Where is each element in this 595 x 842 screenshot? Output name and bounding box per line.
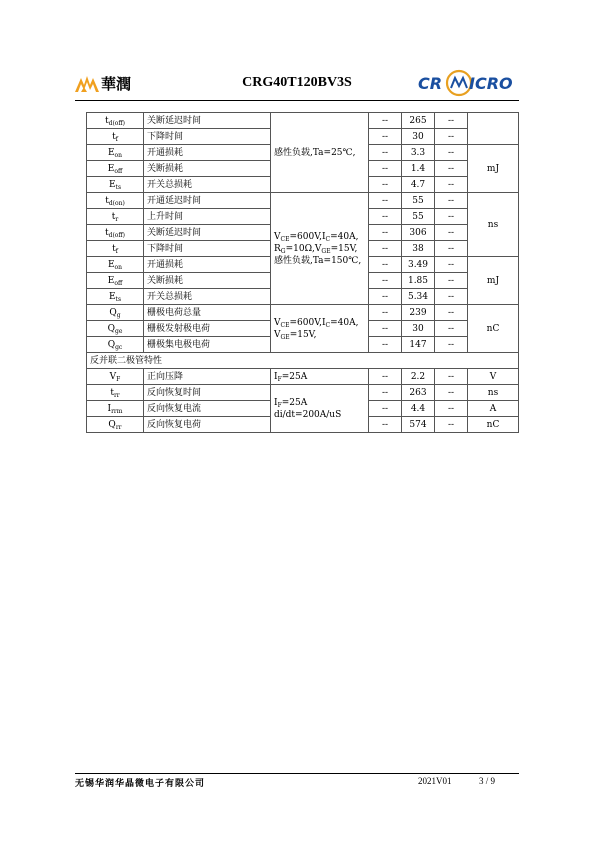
typ-value: 55 bbox=[402, 193, 435, 209]
typ-value: 30 bbox=[402, 129, 435, 145]
param-symbol: $Q_{gc}$ bbox=[87, 337, 144, 353]
unit-cell: A bbox=[468, 401, 519, 417]
test-condition: $I_F=25A$ di/dt=200A/uS bbox=[271, 385, 369, 433]
typ-value: 147 bbox=[402, 337, 435, 353]
test-condition: $I_F=25A$ bbox=[271, 369, 369, 385]
param-name: 开通损耗 bbox=[144, 257, 271, 273]
max-value: -- bbox=[435, 161, 468, 177]
param-name: 栅极电荷总量 bbox=[144, 305, 271, 321]
param-symbol: $t_r$ bbox=[87, 209, 144, 225]
max-value: -- bbox=[435, 273, 468, 289]
company-name: 无锡华润华晶微电子有限公司 bbox=[75, 779, 206, 789]
param-symbol: $t_{d(off)}$ bbox=[87, 225, 144, 241]
svg-text:ICRO: ICRO bbox=[469, 74, 513, 93]
min-value: -- bbox=[369, 385, 402, 401]
table-row bbox=[87, 369, 519, 385]
min-value: -- bbox=[369, 337, 402, 353]
unit-cell: ns bbox=[468, 193, 519, 257]
min-value: -- bbox=[369, 161, 402, 177]
min-value: -- bbox=[369, 129, 402, 145]
typ-value: 30 bbox=[402, 321, 435, 337]
unit-cell: ns bbox=[468, 385, 519, 401]
max-value: -- bbox=[435, 337, 468, 353]
page-footer bbox=[75, 776, 519, 790]
param-name: 开关总损耗 bbox=[144, 289, 271, 305]
unit-cell: V bbox=[468, 369, 519, 385]
page-header bbox=[75, 66, 519, 100]
param-symbol: $V_F$ bbox=[87, 369, 144, 385]
param-name: 反向恢复电荷 bbox=[144, 417, 271, 433]
min-value: -- bbox=[369, 369, 402, 385]
document-version: 2021V01 bbox=[418, 776, 452, 786]
unit-cell: nC bbox=[468, 417, 519, 433]
param-name: 栅极集电极电荷 bbox=[144, 337, 271, 353]
param-symbol: $E_{off}$ bbox=[87, 161, 144, 177]
param-symbol: $E_{on}$ bbox=[87, 257, 144, 273]
param-name: 栅极发射极电荷 bbox=[144, 321, 271, 337]
param-symbol: $E_{on}$ bbox=[87, 145, 144, 161]
min-value: -- bbox=[369, 401, 402, 417]
unit-cell-empty bbox=[468, 113, 519, 145]
max-value: -- bbox=[435, 145, 468, 161]
param-name: 开通损耗 bbox=[144, 145, 271, 161]
param-name: 正向压降 bbox=[144, 369, 271, 385]
param-name: 关断损耗 bbox=[144, 273, 271, 289]
typ-value: 55 bbox=[402, 209, 435, 225]
param-name: 反向恢复时间 bbox=[144, 385, 271, 401]
table-row bbox=[87, 193, 519, 209]
unit-cell: mJ bbox=[468, 145, 519, 193]
min-value: -- bbox=[369, 225, 402, 241]
footer-divider bbox=[75, 773, 519, 774]
param-name: 下降时间 bbox=[144, 129, 271, 145]
test-condition: $V_{CE}=600V,I_C=40A$, $V_{GE}=15V$, bbox=[271, 305, 369, 353]
max-value: -- bbox=[435, 289, 468, 305]
max-value: -- bbox=[435, 113, 468, 129]
typ-value: 265 bbox=[402, 113, 435, 129]
page-number: 3 / 9 bbox=[479, 776, 496, 786]
test-condition: 感性负载,Ta=25℃, bbox=[271, 113, 369, 193]
min-value: -- bbox=[369, 257, 402, 273]
param-symbol: $E_{ts}$ bbox=[87, 289, 144, 305]
test-condition: $V_{CE}=600V,I_C=40A$, $R_G=10\Omega,V_{GE}=15V$, 感性负载,Ta=150℃, bbox=[271, 193, 369, 305]
param-name: 关断延迟时间 bbox=[144, 113, 271, 129]
param-symbol: $t_{rr}$ bbox=[87, 385, 144, 401]
max-value: -- bbox=[435, 193, 468, 209]
unit-cell: nC bbox=[468, 305, 519, 353]
table-row bbox=[87, 385, 519, 401]
typ-value: 4.4 bbox=[402, 401, 435, 417]
max-value: -- bbox=[435, 177, 468, 193]
header-divider bbox=[75, 100, 519, 101]
max-value: -- bbox=[435, 321, 468, 337]
min-value: -- bbox=[369, 113, 402, 129]
section-title: 反并联二极管特性 bbox=[87, 353, 519, 369]
min-value: -- bbox=[369, 289, 402, 305]
param-symbol: $t_{d(on)}$ bbox=[87, 193, 144, 209]
param-symbol: $I_{rrm}$ bbox=[87, 401, 144, 417]
section-row bbox=[87, 353, 519, 369]
min-value: -- bbox=[369, 193, 402, 209]
max-value: -- bbox=[435, 225, 468, 241]
typ-value: 5.34 bbox=[402, 289, 435, 305]
param-symbol: $t_f$ bbox=[87, 241, 144, 257]
param-name: 关断损耗 bbox=[144, 161, 271, 177]
param-symbol: $t_f$ bbox=[87, 129, 144, 145]
typ-value: 38 bbox=[402, 241, 435, 257]
table-row bbox=[87, 305, 519, 321]
max-value: -- bbox=[435, 257, 468, 273]
max-value: -- bbox=[435, 385, 468, 401]
huarun-logo-text: 華潤 bbox=[101, 74, 132, 93]
param-symbol: $Q_{rr}$ bbox=[87, 417, 144, 433]
param-symbol: $E_{off}$ bbox=[87, 273, 144, 289]
param-name: 上升时间 bbox=[144, 209, 271, 225]
max-value: -- bbox=[435, 417, 468, 433]
crmicro-logo-text: CR bbox=[418, 74, 443, 93]
min-value: -- bbox=[369, 417, 402, 433]
param-name: 关断延迟时间 bbox=[144, 225, 271, 241]
typ-value: 3.3 bbox=[402, 145, 435, 161]
table-row bbox=[87, 113, 519, 129]
unit-cell: mJ bbox=[468, 257, 519, 305]
typ-value: 2.2 bbox=[402, 369, 435, 385]
page-title: CRG40T120BV3S bbox=[242, 75, 352, 90]
typ-value: 4.7 bbox=[402, 177, 435, 193]
min-value: -- bbox=[369, 241, 402, 257]
min-value: -- bbox=[369, 305, 402, 321]
typ-value: 239 bbox=[402, 305, 435, 321]
max-value: -- bbox=[435, 305, 468, 321]
typ-value: 574 bbox=[402, 417, 435, 433]
param-symbol: $Q_{ge}$ bbox=[87, 321, 144, 337]
param-symbol: $E_{ts}$ bbox=[87, 177, 144, 193]
param-symbol: $Q_g$ bbox=[87, 305, 144, 321]
param-name: 开关总损耗 bbox=[144, 177, 271, 193]
max-value: -- bbox=[435, 369, 468, 385]
min-value: -- bbox=[369, 177, 402, 193]
typ-value: 263 bbox=[402, 385, 435, 401]
typ-value: 1.85 bbox=[402, 273, 435, 289]
max-value: -- bbox=[435, 241, 468, 257]
param-name: 反向恢复电流 bbox=[144, 401, 271, 417]
max-value: -- bbox=[435, 401, 468, 417]
typ-value: 3.49 bbox=[402, 257, 435, 273]
crmicro-logo bbox=[415, 69, 517, 97]
min-value: -- bbox=[369, 145, 402, 161]
max-value: -- bbox=[435, 129, 468, 145]
min-value: -- bbox=[369, 273, 402, 289]
min-value: -- bbox=[369, 321, 402, 337]
typ-value: 306 bbox=[402, 225, 435, 241]
electrical-characteristics-table bbox=[86, 112, 519, 433]
param-name: 下降时间 bbox=[144, 241, 271, 257]
param-symbol: $t_{d(off)}$ bbox=[87, 113, 144, 129]
min-value: -- bbox=[369, 209, 402, 225]
param-name: 开通延迟时间 bbox=[144, 193, 271, 209]
typ-value: 1.4 bbox=[402, 161, 435, 177]
max-value: -- bbox=[435, 209, 468, 225]
